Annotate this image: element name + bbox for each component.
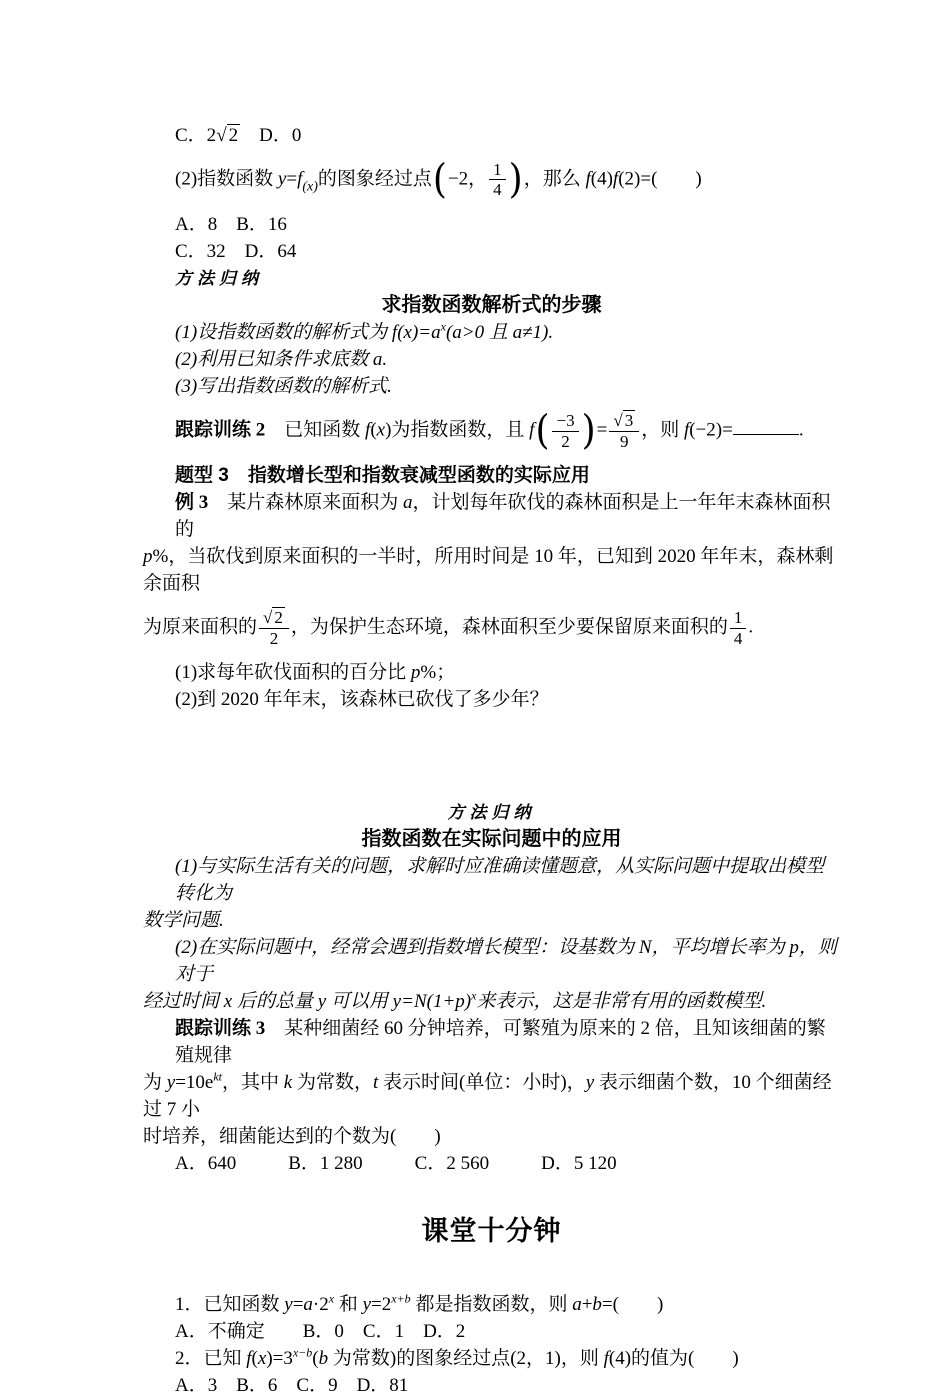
line-content xyxy=(143,910,224,931)
text-run: C．2 560 xyxy=(414,1153,490,1174)
text-run: ( xyxy=(312,1348,319,1369)
variable: p xyxy=(455,991,465,1012)
line-content xyxy=(175,241,296,262)
line-content xyxy=(175,689,549,710)
text-run: D．0 xyxy=(240,125,302,146)
variable: f xyxy=(246,1348,252,1369)
radical xyxy=(613,410,635,430)
text-run: 已知函数 xyxy=(265,419,366,441)
text-run: (4)的值为( ) xyxy=(608,1348,739,1369)
text-run: 和 xyxy=(334,1294,363,1315)
line-content xyxy=(175,1153,617,1174)
options-line-q1-cd xyxy=(143,122,840,149)
line-content xyxy=(175,1291,664,1315)
variable: k xyxy=(283,1072,293,1093)
text-run: ( xyxy=(445,322,453,343)
radical-sign: √ xyxy=(263,607,273,627)
variable: N xyxy=(413,991,427,1012)
line-content xyxy=(175,269,263,288)
fraction-numerator: 1 xyxy=(489,160,506,181)
method-heading-1 xyxy=(143,292,840,319)
quiz-question-2-options xyxy=(143,1372,840,1399)
text-run: ( xyxy=(251,1348,258,1369)
superscript: x−b xyxy=(292,1345,313,1360)
line-content xyxy=(175,1345,739,1369)
line-content xyxy=(175,1018,826,1066)
text-run: (1)求每年砍伐面积的百分比 xyxy=(175,662,411,683)
text-run: 1．已知函数 xyxy=(175,1294,285,1315)
line-content xyxy=(143,1126,441,1147)
text-run: 都是指数函数，则 xyxy=(410,1294,573,1315)
method-heading-2 xyxy=(143,826,840,853)
text-run: D．5 120 xyxy=(541,1153,617,1174)
fraction xyxy=(259,608,289,648)
line-content xyxy=(448,803,536,822)
text-run: (1)与实际生活有关的问题，求解时应准确读懂题意，从实际问题中提取出模型转化为 xyxy=(175,856,825,904)
text-run: ，为保护生态环境，森林面积至少要保留原来面积的 xyxy=(290,616,728,638)
text-run: 求指数函数解析式的步骤 xyxy=(381,294,602,316)
line-content xyxy=(175,937,837,985)
text-run: + xyxy=(581,1294,593,1315)
pre-title-space xyxy=(143,1177,840,1195)
radical-body: 2 xyxy=(228,125,239,146)
text-run: =10e xyxy=(175,1072,214,1093)
quiz-question-2 xyxy=(143,1345,840,1372)
line-content xyxy=(175,1375,408,1396)
note-1-line-2 xyxy=(143,907,840,934)
variable: t xyxy=(373,1072,379,1093)
method-summary-label-1 xyxy=(143,265,840,292)
line-content xyxy=(175,156,702,203)
text-run: 数学问题. xyxy=(143,910,224,931)
text-run: 为常数， xyxy=(292,1072,373,1093)
text-run: C．2 xyxy=(175,125,217,146)
radical xyxy=(263,607,285,627)
variable: a xyxy=(303,1294,313,1315)
text-run: ，则 xyxy=(641,419,684,441)
superscript: x xyxy=(440,319,446,334)
big-paren: ) xyxy=(508,156,523,203)
text-run: 某种细菌经 60 分钟培养，可繁殖为原来的 2 倍，且知该细菌的繁殖规律 xyxy=(175,1018,826,1066)
line-content xyxy=(143,608,753,648)
options-line-q2-ab xyxy=(143,211,840,238)
text-run: = xyxy=(596,419,608,441)
superscript: kt xyxy=(213,1069,223,1084)
big-paren: ) xyxy=(581,407,596,454)
text-run: 的图象经过点 xyxy=(317,168,432,190)
text-run: C．32 D．64 xyxy=(175,241,297,262)
text-run: =( ) xyxy=(601,1294,664,1315)
example-3-line-2 xyxy=(143,543,840,597)
line-content xyxy=(175,124,301,146)
variable: f xyxy=(683,419,690,441)
variable: a xyxy=(512,322,523,343)
bold-run: 跟踪训练 2 xyxy=(175,419,266,441)
line-content xyxy=(143,988,767,1012)
fraction-numerator xyxy=(259,608,289,629)
text-run: 可以用 xyxy=(326,991,393,1012)
fraction-numerator: 1 xyxy=(730,608,747,629)
big-paren: ( xyxy=(535,407,550,454)
example-3-line-1 xyxy=(143,489,840,543)
text-run: %，当砍伐到原来面积的一半时，所用时间是 10 年，已知到 2020 年年末，森林剩余面积 xyxy=(143,546,834,594)
line-content xyxy=(175,1321,465,1342)
variable: f xyxy=(365,419,371,441)
text-run: >0 且 xyxy=(461,322,513,343)
variable: x xyxy=(223,991,233,1012)
variable: p xyxy=(143,546,153,567)
variable: y xyxy=(317,991,327,1012)
variable: p xyxy=(789,937,799,958)
text-run: ，其中 xyxy=(222,1072,284,1093)
text-run: 为 xyxy=(143,1072,167,1093)
text-run: )= xyxy=(411,322,432,343)
text-run: (2)=( ) xyxy=(618,168,702,190)
line-content xyxy=(175,492,831,540)
text-run: 指数函数在实际问题中的应用 xyxy=(361,828,622,850)
text-run: = xyxy=(292,1294,304,1315)
text-run: . xyxy=(798,419,804,441)
text-run: (2)利用已知条件求底数 xyxy=(175,349,373,370)
text-run: ) xyxy=(464,991,472,1012)
options-line-q2-cd xyxy=(143,238,840,265)
variable: N xyxy=(638,937,652,958)
follow-up-training-3-line-2 xyxy=(143,1069,840,1123)
text-run: A．640 xyxy=(175,1153,237,1174)
text-run: 为原来面积的 xyxy=(143,616,258,638)
fraction-denominator: 4 xyxy=(733,628,743,648)
method-step-1 xyxy=(143,319,840,346)
text-run: (1+ xyxy=(426,991,456,1012)
line-content xyxy=(175,319,554,343)
question-2 xyxy=(143,151,840,209)
radical-sign: √ xyxy=(613,410,623,430)
fraction-numerator xyxy=(609,411,639,432)
variable: f xyxy=(391,322,398,343)
line-content xyxy=(175,214,287,235)
text-run: 经过时间 xyxy=(143,991,224,1012)
variable: x xyxy=(403,322,412,343)
superscript: x xyxy=(328,1291,335,1306)
variable: a xyxy=(452,322,462,343)
text-run: )=3 xyxy=(266,1348,293,1369)
post-title-space xyxy=(143,1261,840,1291)
quiz-title xyxy=(143,1211,840,1251)
fraction-denominator: 9 xyxy=(620,431,629,451)
variable: f xyxy=(612,168,619,190)
follow-up-training-2 xyxy=(143,402,840,460)
fraction xyxy=(489,160,506,200)
line-content xyxy=(175,465,590,486)
lowered-argument: (x) xyxy=(302,179,318,195)
superscript: x+b xyxy=(391,1291,411,1306)
text-run: = xyxy=(286,168,298,190)
text-run: . xyxy=(748,616,754,638)
text-run: =2 xyxy=(371,1294,392,1315)
text-run: %； xyxy=(420,662,456,683)
text-run: ≠1). xyxy=(522,322,554,343)
variable: f xyxy=(603,1348,609,1369)
variable: y xyxy=(362,1294,372,1315)
method-step-2 xyxy=(143,346,840,373)
follow-up-training-3-line-3 xyxy=(143,1123,840,1150)
text-run: 2．已知 xyxy=(175,1348,247,1369)
line-content xyxy=(175,349,387,370)
text-run: 课堂十分钟 xyxy=(421,1216,562,1246)
blank-underline xyxy=(733,418,799,435)
variable: b xyxy=(318,1348,329,1369)
line-content xyxy=(175,407,804,454)
variable: f xyxy=(585,168,591,190)
variable: y xyxy=(284,1294,293,1315)
line-content xyxy=(175,376,392,397)
variable: p xyxy=(410,662,421,683)
line-content xyxy=(175,856,824,904)
bold-run: 例 3 xyxy=(175,492,209,513)
bold-run: 跟踪训练 3 xyxy=(175,1018,266,1039)
text-run: = xyxy=(401,991,414,1012)
work-space xyxy=(143,713,840,799)
follow-up-training-3-options xyxy=(143,1150,840,1177)
fraction-numerator: −3 xyxy=(552,411,578,432)
radical-body: 3 xyxy=(624,410,634,430)
line-content xyxy=(143,546,833,594)
text-run: ，则对于 xyxy=(175,937,837,985)
method-summary-label-2 xyxy=(143,799,840,826)
document-body xyxy=(143,122,840,1399)
text-run: 时培养，细菌能达到的个数为( ) xyxy=(143,1126,441,1147)
variable: a xyxy=(372,349,383,370)
text-run: ，平均增长率为 xyxy=(651,937,790,958)
fraction xyxy=(609,411,639,451)
text-run: ，计划每年砍伐的森林面积是上一年年末森林面积的 xyxy=(175,492,831,540)
variable: x xyxy=(257,1348,267,1369)
variable: f xyxy=(297,168,303,190)
text-run: 题型 3 指数增长型和指数衰减型函数的实际应用 xyxy=(175,465,590,486)
method-step-3 xyxy=(143,373,840,400)
text-run: (3)写出指数函数的解析式. xyxy=(175,376,392,397)
fraction-denominator: 4 xyxy=(493,180,502,200)
big-paren: ( xyxy=(432,156,447,203)
text-run: ( xyxy=(370,419,377,441)
text-run: 表示时间(单位：小时)， xyxy=(378,1072,586,1093)
variable: f xyxy=(529,419,535,441)
text-run: ·2 xyxy=(312,1294,329,1315)
fraction xyxy=(730,608,747,648)
example-3-question-1 xyxy=(143,659,840,686)
quiz-question-1-options xyxy=(143,1318,840,1345)
text-run: 来表示，这是非常有用的函数模型. xyxy=(476,991,767,1012)
follow-up-training-3-line-1 xyxy=(143,1015,840,1069)
text-run: ，那么 xyxy=(523,168,586,190)
topic-3-heading xyxy=(143,462,840,489)
text-run: ( xyxy=(397,322,404,343)
example-3-question-2 xyxy=(143,686,840,713)
text-run: (2)指数函数 xyxy=(175,168,278,190)
variable: y xyxy=(166,1072,176,1093)
fraction xyxy=(552,411,578,451)
text-run: 方法归纳 xyxy=(175,269,263,288)
variable: y xyxy=(392,991,402,1012)
variable: a xyxy=(572,1294,582,1315)
line-content xyxy=(362,828,622,850)
line-content xyxy=(143,1069,832,1120)
line-content xyxy=(175,662,455,683)
variable: y xyxy=(585,1072,595,1093)
example-3-line-3 xyxy=(143,599,840,657)
text-run: −2， xyxy=(447,168,488,190)
text-run: (4) xyxy=(590,168,613,190)
fraction-denominator: 2 xyxy=(561,431,570,451)
text-run: 为常数)的图象经过点(2，1)，则 xyxy=(328,1348,604,1369)
fraction-denominator: 2 xyxy=(269,628,279,648)
text-run: 某片森林原来面积为 xyxy=(208,492,404,513)
variable: b xyxy=(592,1294,602,1315)
text-run: (2)在实际问题中，经常会遇到指数增长模型：设基数为 xyxy=(175,937,639,958)
note-1-line-1 xyxy=(143,853,840,907)
radical-body: 2 xyxy=(274,607,283,627)
text-run: A．3 B．6 C．9 D．81 xyxy=(175,1375,409,1396)
radical-sign: √ xyxy=(216,125,227,146)
quiz-question-1 xyxy=(143,1291,840,1318)
text-run: B．1 280 xyxy=(288,1153,363,1174)
variable: a xyxy=(403,492,413,513)
line-content xyxy=(382,294,602,316)
text-run: A．8 B．16 xyxy=(175,214,287,235)
text-run: (1)设指数函数的解析式为 xyxy=(175,322,392,343)
note-2-line-1 xyxy=(143,934,840,988)
note-2-line-2 xyxy=(143,988,840,1015)
text-run: 后的总量 xyxy=(232,991,318,1012)
variable: a xyxy=(431,322,441,343)
text-run: (−2)= xyxy=(689,419,733,441)
variable: x xyxy=(376,419,386,441)
variable: y xyxy=(277,168,287,190)
line-content xyxy=(422,1216,562,1246)
superscript: x xyxy=(471,988,477,1003)
text-run: (2)到 2020 年年末，该森林已砍伐了多少年？ xyxy=(175,689,549,710)
text-run: )为指数函数，且 xyxy=(385,419,530,441)
text-run: 方法归纳 xyxy=(447,803,536,822)
text-run: . xyxy=(382,349,388,370)
radical xyxy=(216,124,240,146)
text-run: A．不确定 B．0 C．1 D．2 xyxy=(175,1321,466,1342)
text-run: 表示细菌个数，10 个细菌经过 7 小 xyxy=(143,1072,832,1120)
